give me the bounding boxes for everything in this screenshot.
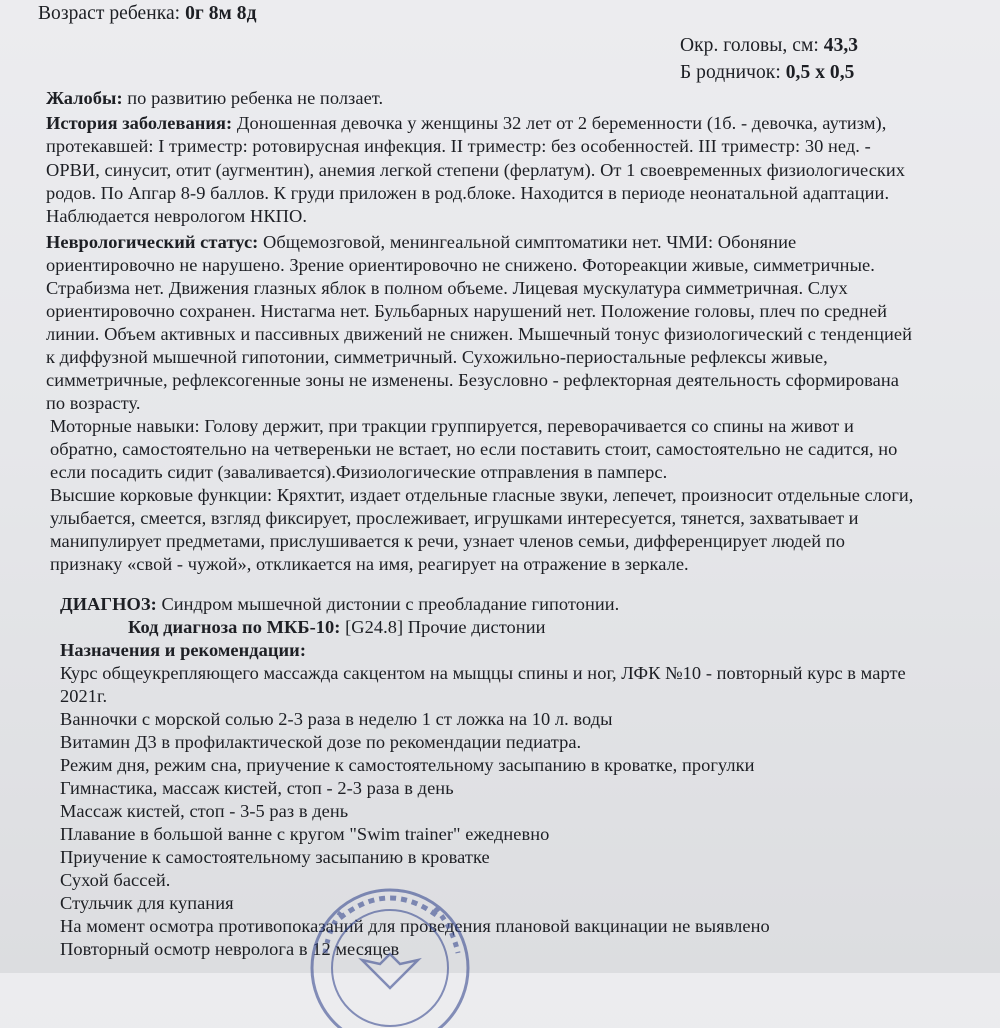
neuro-label: Неврологический статус: [46,232,259,252]
diagnosis-code-line [128,616,545,638]
recommendation-line-6: Гимнастика, массаж кистей, стоп - 2-3 раза в день [60,778,454,798]
recommendation-line-12: На момент осмотра противопоказаний для проведения плановой вакцинации не выявлено [60,916,770,936]
recommendation-line-9: Приучение к самостоятельному засыпанию в кроватке [60,847,490,867]
head-circumference-label: Окр. головы, см: [680,35,819,56]
cortical-line-2: улыбается, смеется, взгляд фиксирует, прослеживает, игрушками интересуется, тянется, захватывает и [50,508,859,528]
complaints-label: Жалобы: [46,88,123,108]
history-line-5: Наблюдается неврологом НКПО. [46,206,307,226]
neuro-line-3: Страбизма нет. Движения глазных яблок в полном объеме. Лицевая мускулатура симметричная. Слух [46,278,848,298]
recommendation-line-10: Сухой бассей. [60,870,171,890]
recommendation-line-4: Витамин Д3 в профилактической дозе по рекомендации педиатра. [60,732,582,752]
history-line-1 [46,112,886,134]
history-label: История заболевания: [46,113,233,133]
diagnosis-label: ДИАГНОЗ: [60,594,157,614]
neuro-line-8: по возрасту. [46,393,141,413]
motor-line-3: если посадить сидит (заваливается).Физиологические отправления в памперс. [50,462,668,482]
history-line-4: родов. По Апгар 8-9 баллов. К груди приложен в род.блоке. Находится в периоде неонатальной адаптации. [46,183,890,203]
diagnosis-text: Синдром мышечной дистонии с преобладание гипотонии. [161,594,620,614]
motor-line-2: обратно, самостоятельно на четвереньки не встает, но если поставить стоит, самостоятельно не садится, но [50,439,898,459]
child-age-label: Возраст ребенка: [38,3,181,24]
neuro-line-5: линии. Объем активных и пассивных движений не снижен. Мышечный тонус физиологический с тенденцией [46,324,913,344]
recommendation-line-5: Режим дня, режим сна, приучение к самостоятельному засыпанию в кроватке, прогулки [60,755,755,775]
recommendations-title-text: Назначения и рекомендации: [60,640,306,660]
neuro-line-7: симметричные, рефлексогенные зоны не изменены. Безусловно - рефлекторная деятельность сформирована [46,370,899,390]
recommendation-line-7: Массаж кистей, стоп - 3-5 раз в день [60,801,349,821]
cortical-line-3: манипулирует предметами, прислушивается к речи, узнает членов семьи, дифференцирует людей по [50,531,845,551]
complaints-text: по развитию ребенка не ползает. [127,88,384,108]
history-text: Доношенная девочка у женщины 32 лет от 2 беременности (1б. - девочка, аутизм), [236,113,887,133]
neuro-line-1 [46,231,796,253]
clinic-stamp [300,868,480,1028]
child-age-line [38,3,256,25]
neuro-line-4: ориентировочно сохранен. Нистагма нет. Бульбарных нарушений нет. Положение головы, плеч по средней [46,301,887,321]
history-line-3: ОРВИ, синусит, отит (аугментин), анемия легкой степени (ферлатум). От 1 своевременных физиологических [46,160,906,180]
recommendation-line-1: Курс общеукрепляющего массажда сакцентом на мыщцы спины и ног, ЛФК №10 - повторный курс в марте [60,663,906,683]
diagnosis-code-value: [G24.8] Прочие дистонии [345,617,546,637]
recommendation-line-8: Плавание в большой ванне с кругом "Swim trainer" ежедневно [60,824,550,844]
fontanelle-line [680,62,854,84]
history-line-2: протекавшей: I триместр: ротовирусная инфекция. II триместр: без особенностей. III триместр: 30 нед. - [46,136,871,156]
child-age-value: 0г 8м 8д [185,3,257,24]
motor-line-1: Моторные навыки: Голову держит, при тракции группируется, переворачивается со спины на живот и [50,416,854,436]
recommendation-line-2: 2021г. [60,686,108,706]
diagnosis-line [60,593,619,615]
cortical-line-4: признаку «свой - чужой», откликается на имя, реагирует на отражение в зеркале. [50,554,689,574]
neuro-line-6: к диффузной мышечной гипотонии, симметричный. Сухожильно-периостальные рефлексы живые, [46,347,828,367]
recommendation-line-13: Повторный осмотр невролога в 12 месяцев [60,939,400,959]
recommendation-line-11: Стульчик для купания [60,893,234,913]
fontanelle-value: 0,5 х 0,5 [785,62,855,83]
recommendations-title [60,639,306,661]
fontanelle-label: Б родничок: [680,62,781,83]
diagnosis-code-label: Код диагноза по МКБ-10: [128,617,341,637]
recommendation-line-3: Ванночки с морской солью 2-3 раза в неделю 1 ст ложка на 10 л. воды [60,709,613,729]
neuro-text: Общемозговой, менингеальной симптоматики нет. ЧМИ: Обоняние [263,232,797,252]
head-circumference-value: 43,3 [823,35,859,56]
head-circumference-line [680,35,858,57]
cortical-line-1: Высшие корковые функции: Кряхтит, издает отдельные гласные звуки, лепечет, произносит отдельные слоги, [50,485,914,505]
neuro-line-2: ориентировочно не нарушено. Зрение ориентировочно не снижено. Фотореакции живые, симметричные. [46,255,875,275]
complaints-line [46,87,383,109]
